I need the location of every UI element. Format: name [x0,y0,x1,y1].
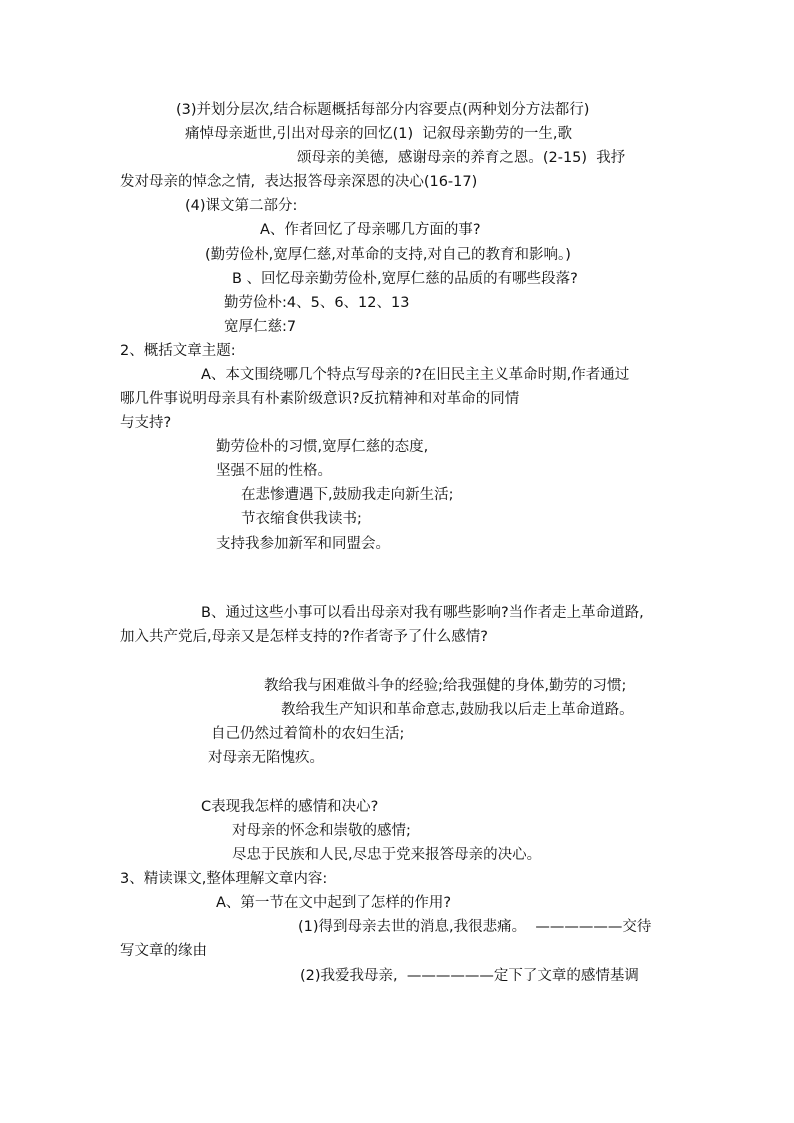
text-line: 2、概括文章主题: [120,343,236,359]
text-line: A、本文围绕哪几个特点写母亲的?在旧民主主义革命时期,作者通过 [201,367,630,383]
text-line: (4)课文第二部分: [185,198,298,214]
text-line: 自己仍然过着简朴的农妇生活; [211,726,405,742]
text-line: 3、精读课文,整体理解文章内容: [120,871,328,887]
text-line: 写文章的缘由 [120,943,207,959]
text-line: C表现我怎样的感情和决心? [201,799,379,815]
text-line: A、第一节在文中起到了怎样的作用? [216,895,452,911]
text-line: 痛悼母亲逝世,引出对母亲的回忆(1) 记叙母亲勤劳的一生,歌 [185,126,572,142]
text-line: 坚强不屈的性格。 [216,463,332,479]
text-line: 节衣缩食供我读书; [241,511,362,527]
text-line: (1)得到母亲去世的消息,我很悲痛。 ——————交待 [298,919,652,935]
text-line: 加入共产党后,母亲又是怎样支持的?作者寄予了什么感情? [120,629,488,645]
text-line: (2)我爱我母亲, ——————定下了文章的感情基调 [300,968,639,984]
text-line: 对母亲的怀念和崇敬的感情; [232,823,411,839]
text-line: 哪几件事说明母亲具有朴素阶级意识?反抗精神和对革命的同情 [120,391,520,407]
text-line: 支持我参加新军和同盟会。 [216,536,390,552]
text-line: 勤劳俭朴:4、5、6、12、13 [224,295,410,311]
text-line: 发对母亲的悼念之情, 表达报答母亲深恩的决心(16-17) [120,174,478,190]
text-line: 在悲惨遭遇下,鼓励我走向新生活; [241,487,454,503]
text-line: 颂母亲的美德, 感谢母亲的养育之恩。(2-15) 我抒 [297,150,626,166]
text-line: 对母亲无陷愧疚。 [208,750,324,766]
text-line: 与支持? [120,415,172,431]
text-line: (勤劳俭朴,宽厚仁慈,对革命的支持,对自己的教育和影响。) [205,247,571,263]
text-line: 尽忠于民族和人民,尽忠于党来报答母亲的决心。 [232,847,542,863]
text-line: 教给我生产知识和革命意志,鼓励我以后走上革命道路。 [281,702,634,718]
text-line: 宽厚仁慈:7 [224,319,297,335]
text-line: 勤劳俭朴的习惯,宽厚仁慈的态度, [216,439,429,455]
text-line: A、作者回忆了母亲哪几方面的事? [260,222,481,238]
text-line: (3)并划分层次,结合标题概括每部分内容要点(两种划分方法都行) [176,102,590,118]
text-line: 教给我与困难做斗争的经验;给我强健的身体,勤劳的习惯; [264,678,627,694]
text-line: B、通过这些小事可以看出母亲对我有哪些影响?当作者走上革命道路, [201,605,644,621]
text-line: B 、回忆母亲勤劳俭朴,宽厚仁慈的品质的有哪些段落? [232,271,578,287]
